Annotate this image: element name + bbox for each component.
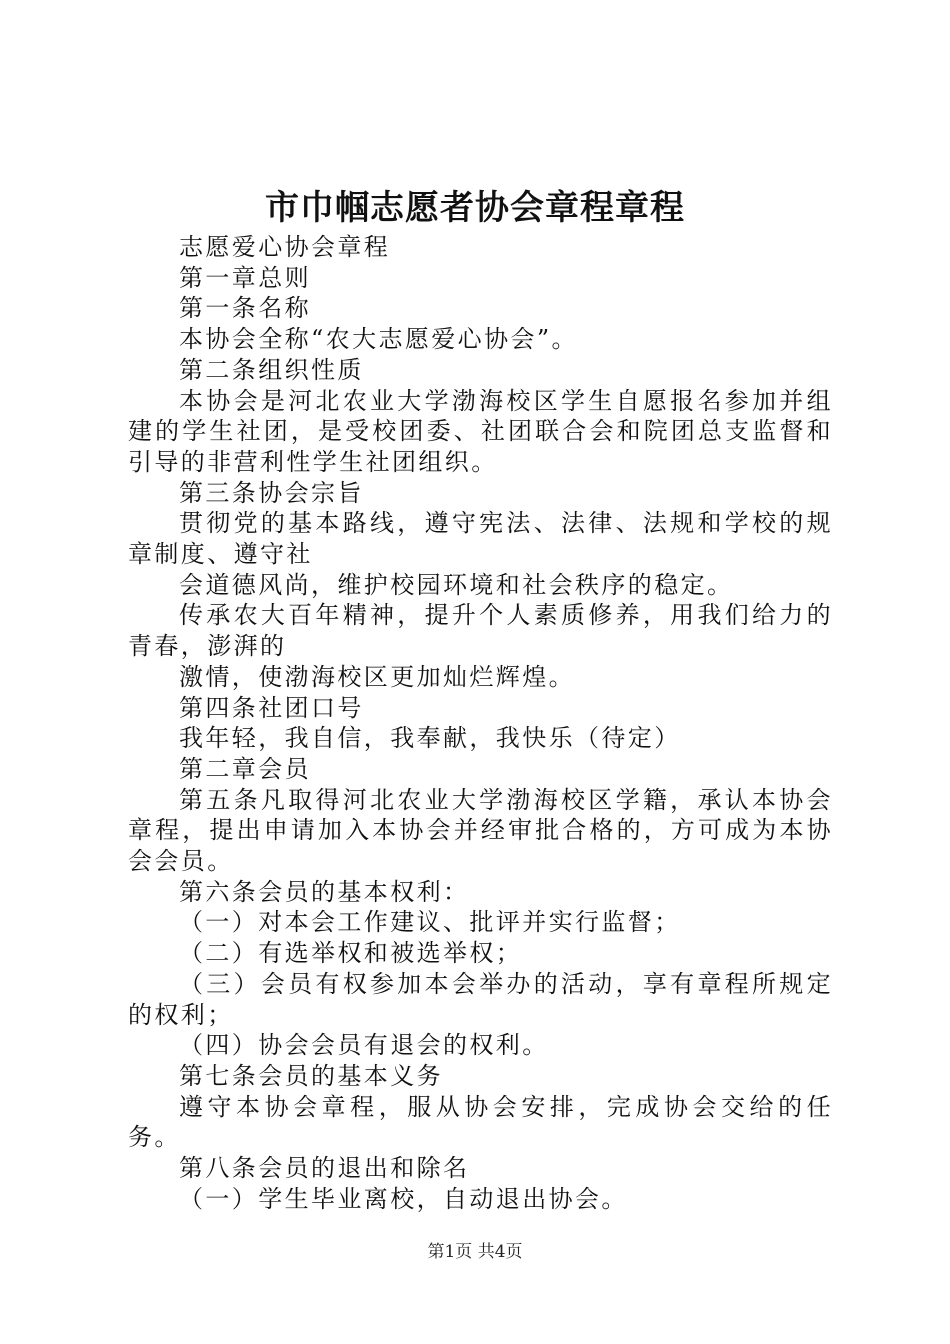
document-body	[128, 232, 833, 1215]
paragraph: 贯彻党的基本路线，遵守宪法、法律、法规和学校的规章制度、遵守社	[128, 509, 833, 569]
paragraph: 第五条凡取得河北农业大学渤海校区学籍，承认本协会章程，提出申请加入本协会并经审批合格的，方可成为本协会会员。	[128, 785, 833, 876]
list-item: （一）对本会工作建议、批评并实行监督；	[179, 908, 681, 937]
paragraph: 本协会是河北农业大学渤海校区学生自愿报名参加并组建的学生社团，是受校团委、社团联合会和院团总支监督和引导的非营利性学生社团组织。	[128, 386, 833, 476]
paragraph: 我年轻，我自信，我奉献，我快乐（待定）	[179, 724, 681, 753]
article-heading: 第七条会员的基本义务	[179, 1061, 443, 1090]
list-item: （一）学生毕业离校，自动退出协会。	[179, 1184, 628, 1213]
paragraph: 激情，使渤海校区更加灿烂辉煌。	[179, 662, 575, 691]
paragraph: 本协会全称“农大志愿爱心协会”。	[179, 325, 578, 354]
paragraph: 志愿爱心协会章程	[179, 233, 391, 261]
chapter-heading: 第二章会员	[179, 754, 311, 783]
page-footer: 第1页 共4页	[427, 1242, 523, 1262]
paragraph: 遵守本协会章程，服从协会安排，完成协会交给的任务。	[128, 1092, 833, 1152]
article-heading: 第八条会员的退出和除名	[179, 1154, 470, 1183]
article-heading: 第一条名称	[179, 294, 311, 323]
article-heading: 第三条协会宗旨	[179, 478, 364, 507]
article-heading: 第二条组织性质	[179, 355, 364, 384]
document-title: 市巾帼志愿者协会章程章程	[265, 188, 685, 228]
paragraph: 会道德风尚，维护校园环境和社会秩序的稳定。	[179, 570, 734, 599]
list-item: （二）有选举权和被选举权；	[179, 939, 523, 968]
chapter-heading: 第一章总则	[179, 263, 311, 292]
article-heading: 第四条社团口号	[179, 693, 364, 722]
list-item: （三）会员有权参加本会举办的活动，享有章程所规定的权利；	[128, 969, 833, 1029]
paragraph: 传承农大百年精神，提升个人素质修养，用我们给力的青春，澎湃的	[128, 601, 833, 661]
list-item: （四）协会会员有退会的权利。	[179, 1031, 549, 1060]
article-heading: 第六条会员的基本权利：	[179, 877, 470, 906]
